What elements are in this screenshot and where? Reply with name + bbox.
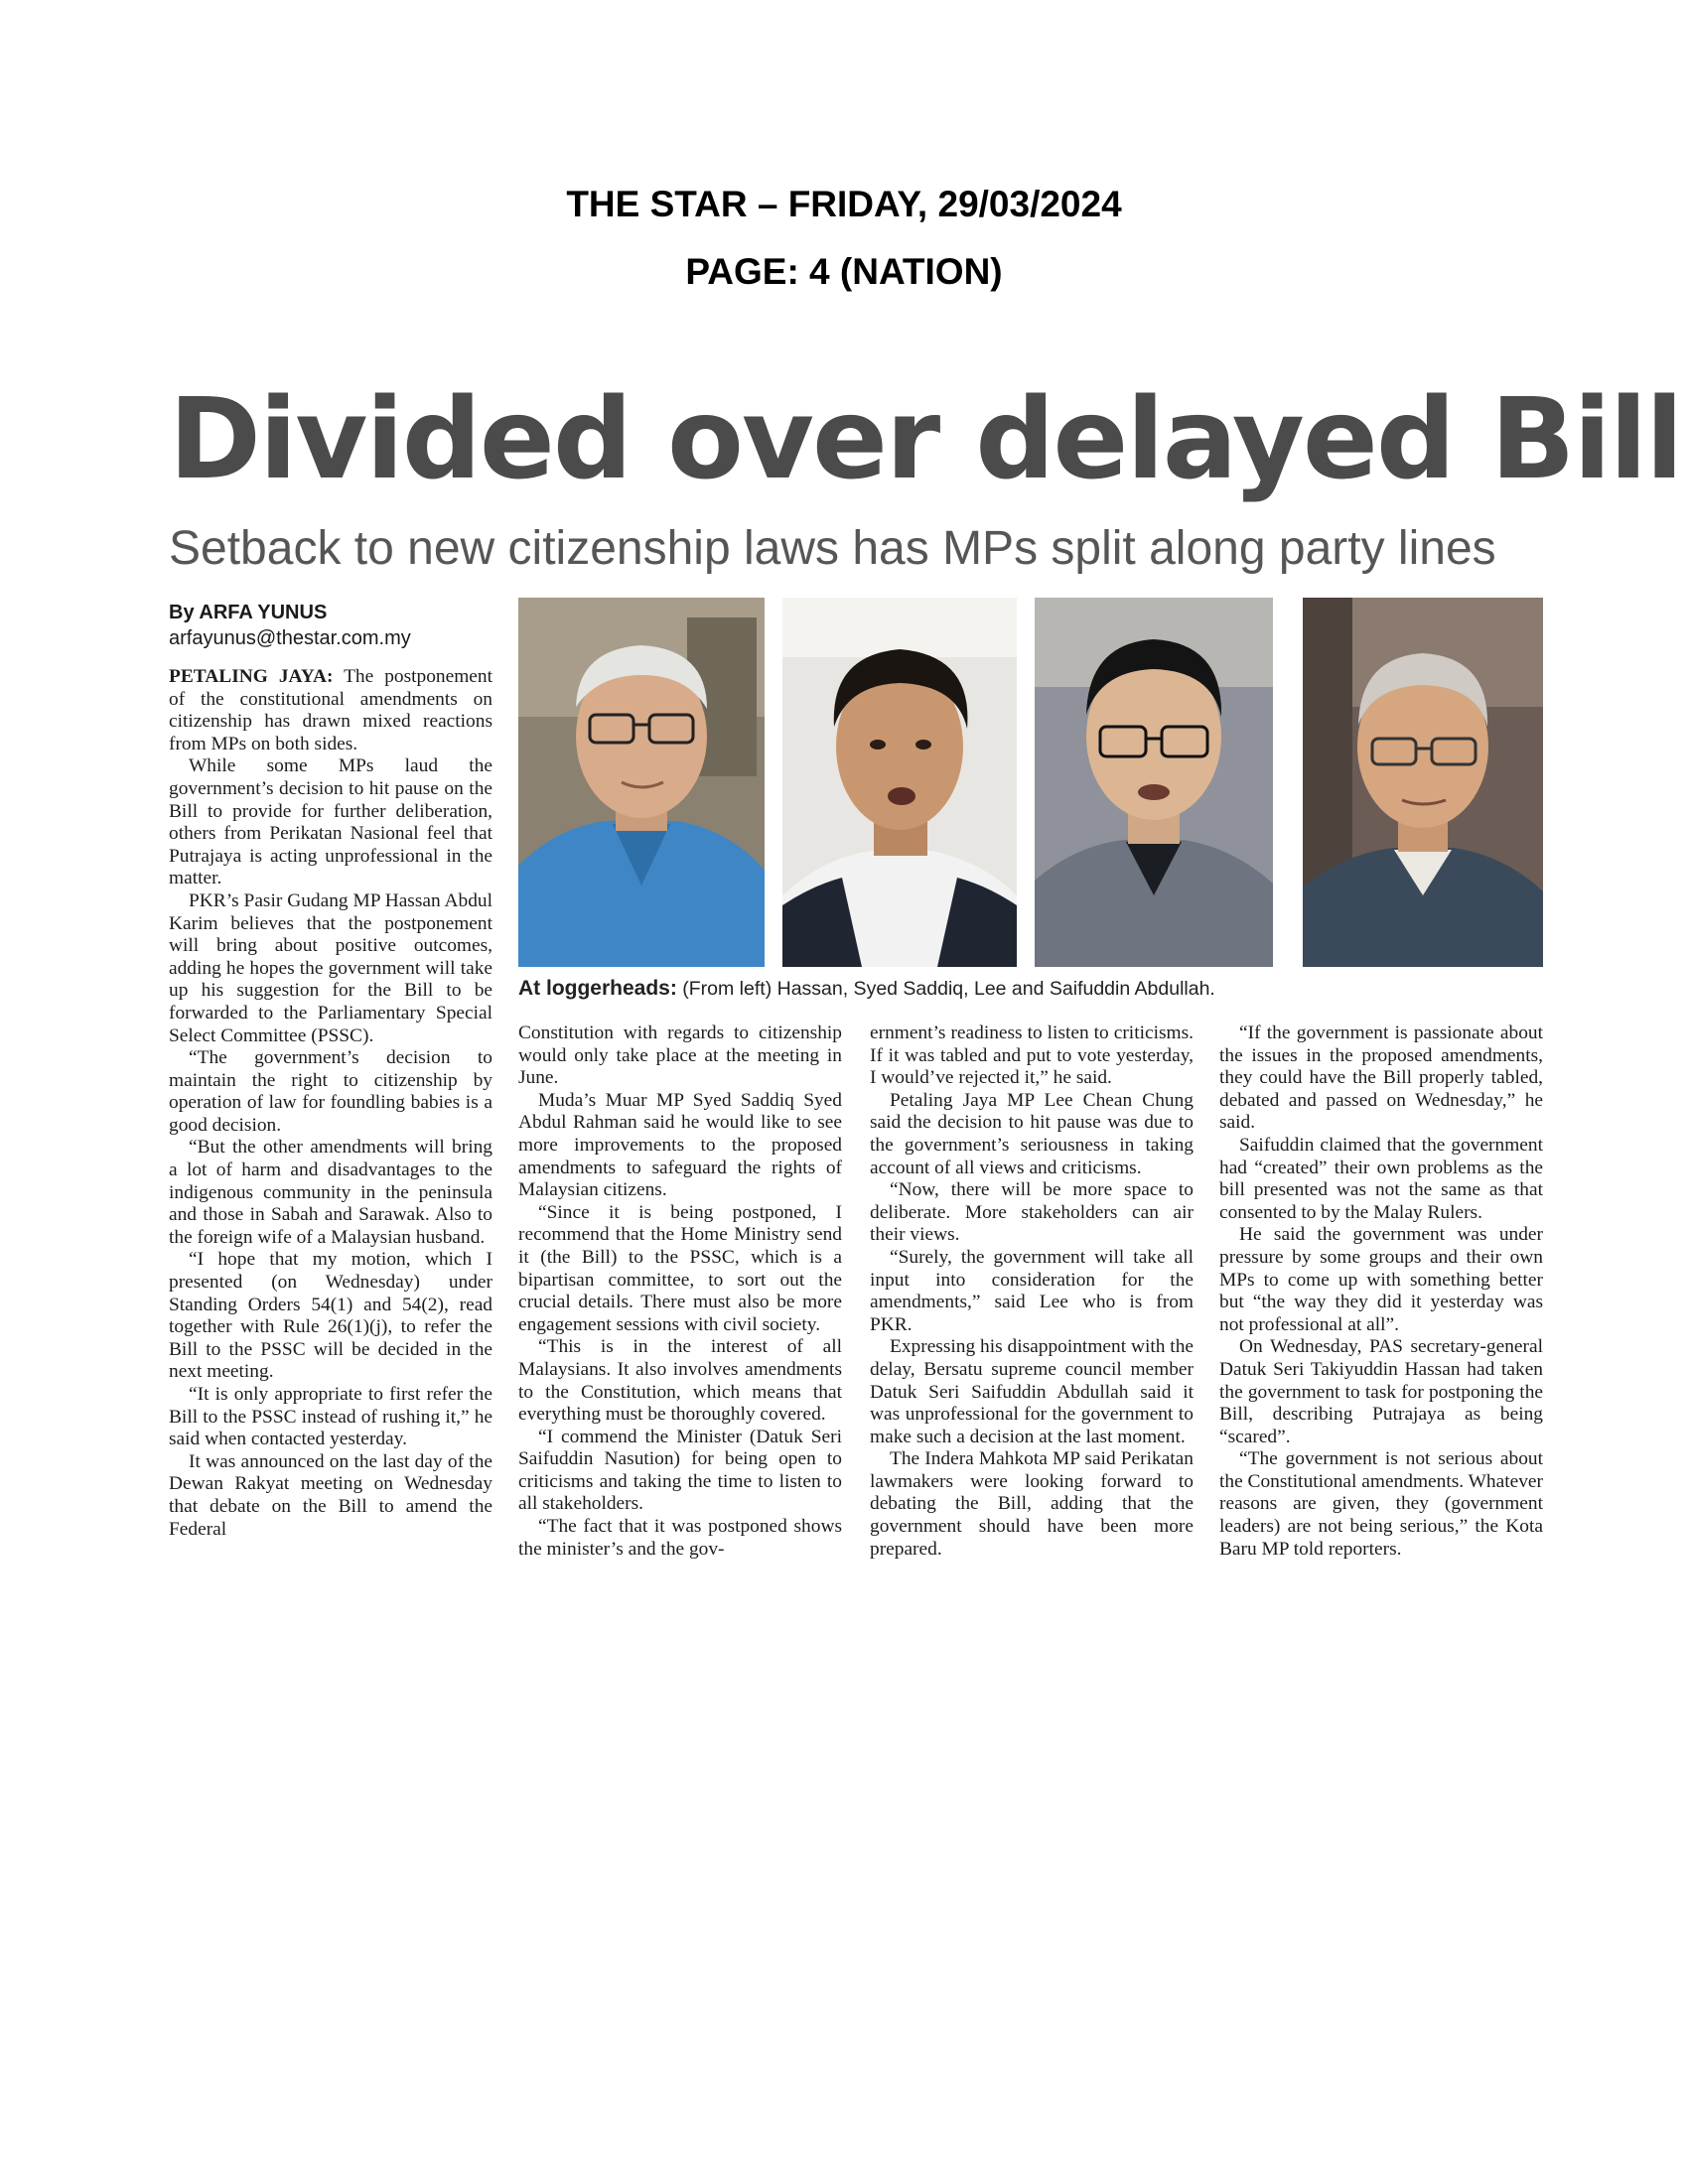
column-1-paragraph: “It is only appropriate to first refer the Bill to the PSSC instead of rushing it,” he said when contacted yesterday. xyxy=(169,1384,492,1450)
portrait-saifuddin-abdullah-image xyxy=(1303,598,1543,967)
photo-strip xyxy=(518,598,1543,967)
byline-author: By ARFA YUNUS xyxy=(169,602,328,623)
column-3-paragraph: ernment’s readiness to listen to criticisms. If it was tabled and put to vote yesterday, I would’ve rejected it,” he said. xyxy=(870,1023,1194,1089)
article-column-1 xyxy=(169,666,492,1541)
portrait-lee-image xyxy=(1035,598,1273,967)
column-2-paragraph: “The fact that it was postponed shows the minister’s and the gov- xyxy=(518,1516,842,1560)
subheadline: Setback to new citizenship laws has MPs split along party lines xyxy=(169,522,1496,575)
publication-page-line: PAGE: 4 (NATION) xyxy=(685,251,1003,292)
caption-text: (From left) Hassan, Syed Saddiq, Lee and Saifuddin Abdullah. xyxy=(676,978,1215,1000)
byline-email: arfayunus@thestar.com.my xyxy=(169,627,411,649)
article-column-2 xyxy=(518,1023,842,1561)
publication-header xyxy=(0,171,1688,306)
column-1-paragraph: “I hope that my motion, which I presented (on Wednesday) under Standing Orders 54(1) and 54(2), read together with Rule 26(1)(j), to refer the Bill to the PSSC will be decided in the next meeting. xyxy=(169,1249,492,1383)
portrait-hassan-image xyxy=(518,598,765,967)
column-3-paragraph: Petaling Jaya MP Lee Chean Chung said the decision to hit pause was due to the government’s seriousness in taking account of all views and criticisms. xyxy=(870,1089,1194,1178)
portrait-syed-saddiq-image xyxy=(782,598,1017,967)
byline xyxy=(169,600,496,651)
column-3-paragraph: “Now, there will be more space to deliberate. More stakeholders can air their views. xyxy=(870,1179,1194,1246)
column-3-paragraph: “Surely, the government will take all input into consideration for the amendments,” said Lee who is from PKR. xyxy=(870,1246,1194,1335)
column-1-paragraph xyxy=(169,666,492,755)
column-1-paragraph: “The government’s decision to maintain the right to citizenship by operation of law for foundling babies is a good decision. xyxy=(169,1047,492,1136)
column-1-paragraph: While some MPs laud the government’s decision to hit pause on the Bill to provide for further deliberation, others from Perikatan Nasional feel that Putrajaya is acting unprofessional in the matter. xyxy=(169,755,492,889)
column-2-paragraph: Muda’s Muar MP Syed Saddiq Syed Abdul Rahman said he would like to see more improvements to the proposed amendments to safeguard the rights of Malaysian citizens. xyxy=(518,1089,842,1201)
column-2-paragraph: “Since it is being postponed, I recommend that the Home Ministry send it (the Bill) to the PSSC, which is a bipartisan committee, to sort out the crucial details. There must also be more engagement sessions with civil society. xyxy=(518,1201,842,1335)
portrait-photo-saifuddin-abdullah xyxy=(1303,598,1543,967)
caption-label: At loggerheads: xyxy=(518,977,677,1000)
column-4-paragraph: Saifuddin claimed that the government had “created” their own problems as the bill presented was not the same as that consented to by the Malay Rulers. xyxy=(1219,1134,1543,1223)
lead-text: The postponement of the constitutional amendments on citizenship has drawn mixed reactions from MPs on both sides. xyxy=(169,666,492,754)
column-1-paragraph: It was announced on the last day of the Dewan Rakyat meeting on Wednesday that debate on the Bill to amend the Federal xyxy=(169,1450,492,1540)
column-2-paragraph: Constitution with regards to citizenship would only take place at the meeting in June. xyxy=(518,1023,842,1089)
headline: Divided over delayed Bill xyxy=(169,375,1682,504)
column-4-paragraph: “The government is not serious about the Constitutional amendments. Whatever reasons are given, they (government leaders) are not being serious,” the Kota Baru MP told reporters. xyxy=(1219,1448,1543,1560)
column-3-paragraph: Expressing his disappointment with the delay, Bersatu supreme council member Datuk Seri Saifuddin Abdullah said it was unprofessional for the government to make such a decision at the last moment. xyxy=(870,1336,1194,1447)
column-1-paragraph: PKR’s Pasir Gudang MP Hassan Abdul Karim believes that the postponement will bring about positive outcomes, adding he hopes the government will take up his suggestion for the Bill to be forwarded to the Parliamentary Special Select Committee (PSSC). xyxy=(169,889,492,1046)
column-4-paragraph: He said the government was under pressure by some groups and their own MPs to come up with something better but “the way they did it yesterday was not professional at all”. xyxy=(1219,1224,1543,1335)
publication-date-line: THE STAR – FRIDAY, 29/03/2024 xyxy=(566,184,1122,224)
column-4-paragraph: “If the government is passionate about the issues in the proposed amendments, they could have the Bill properly tabled, debated and passed on Wednesday,” he said. xyxy=(1219,1023,1543,1134)
column-2-paragraph: “This is in the interest of all Malaysians. It also involves amendments to the Constitution, which means that everything must be thoroughly covered. xyxy=(518,1336,842,1426)
column-4-paragraph: On Wednesday, PAS secretary-general Datuk Seri Takiyuddin Hassan had taken the government to task for postponing the Bill, describing Putrajaya as being “scared”. xyxy=(1219,1336,1543,1447)
dateline: PETALING JAYA: xyxy=(169,666,334,687)
column-1-paragraph: “But the other amendments will bring a lot of harm and disadvantages to the indigenous community in the peninsula and those in Sabah and Sarawak. Also to the foreign wife of a Malaysian husband. xyxy=(169,1137,492,1248)
portrait-photo-hassan xyxy=(518,598,765,967)
column-2-paragraph: “I commend the Minister (Datuk Seri Saifuddin Nasution) for being open to criticisms and taking the time to listen to all stakeholders. xyxy=(518,1426,842,1515)
portrait-photo-lee xyxy=(1035,598,1273,967)
photo-caption xyxy=(518,977,1551,1001)
article-column-4 xyxy=(1219,1023,1543,1561)
article-column-3 xyxy=(870,1023,1194,1561)
portrait-photo-syed-saddiq xyxy=(782,598,1017,967)
column-3-paragraph: The Indera Mahkota MP said Perikatan lawmakers were looking forward to debating the Bill, adding that the government should have been more prepared. xyxy=(870,1448,1194,1560)
